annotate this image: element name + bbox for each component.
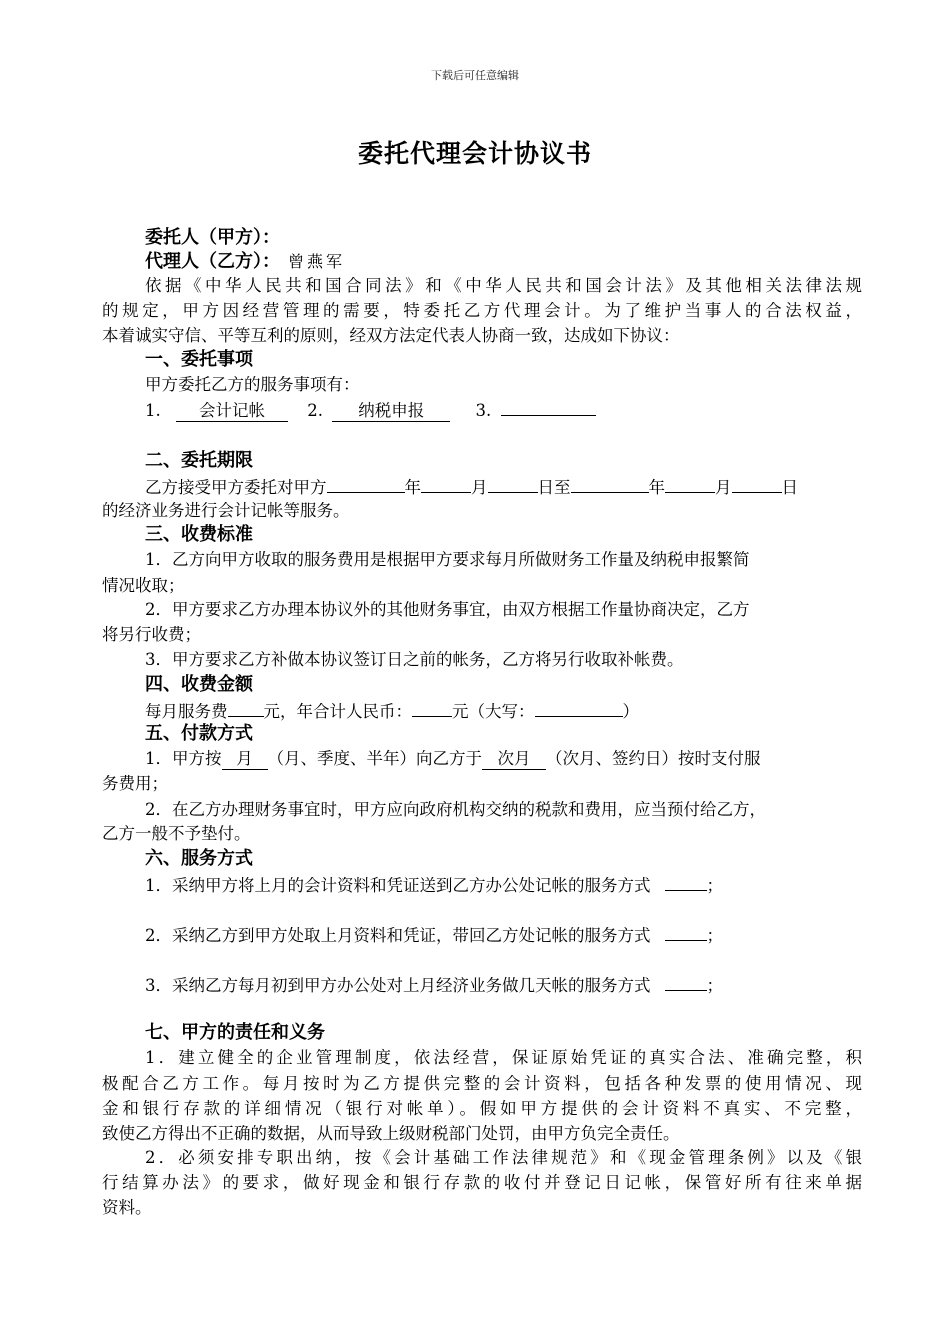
- section-3-heading: 三、收费标准: [145, 524, 253, 545]
- service-mode-2-end: ；: [706, 926, 723, 945]
- start-day-label: 日至: [537, 478, 571, 497]
- preamble-line-3: 本着诚实守信、平等互利的原则，经双方法定代表人协商一致，达成如下协议：: [102, 326, 680, 345]
- section-6-heading: 六、服务方式: [145, 848, 253, 869]
- monthly-fee-blank: [228, 698, 264, 717]
- term-line: [145, 474, 862, 500]
- service-mode-3-end: ；: [706, 976, 723, 995]
- annual-total-blank: [412, 698, 452, 717]
- section-1-intro: 甲方委托乙方的服务事项有：: [145, 375, 360, 394]
- fee-standard-line-5: 3．甲方要求乙方补做本协议签订日之前的帐务，乙方将另行收取补帐费。: [145, 650, 684, 669]
- service-item-3-value: [501, 415, 596, 416]
- annual-total-label: 元，年合计人民币：: [263, 702, 412, 721]
- end-year-label: 年: [648, 478, 665, 497]
- service-item-3-num: 3.: [475, 401, 492, 420]
- uppercase-close: ）: [622, 702, 639, 721]
- fee-standard-line-1: 1．乙方向甲方收取的服务费用是根据甲方要求每月所做财务工作量及纳税申报繁简: [145, 550, 750, 569]
- service-items-line: [145, 399, 862, 423]
- service-mode-1-blank: [665, 872, 707, 891]
- end-month-label: 月: [715, 478, 732, 497]
- section-5-heading: 五、付款方式: [145, 723, 253, 744]
- duty-line-2: 极配合乙方工作。每月按时为乙方提供完整的会计资料，包括各种发票的使用情况、现: [102, 1074, 862, 1093]
- service-mode-2-blank: [665, 922, 707, 941]
- agent-value: 曾燕军: [288, 252, 346, 271]
- payment-line-2-cont: 乙方一般不予垫付。: [102, 824, 251, 843]
- section-2-heading: 二、委托期限: [145, 450, 253, 471]
- page-title: 委托代理会计协议书: [357, 139, 592, 168]
- service-item-2-value: 纳税申报: [332, 401, 450, 422]
- end-day-label: 日: [781, 478, 798, 497]
- payment-date-value: 次月: [482, 749, 546, 770]
- payment-text-a: 1．甲方按: [145, 749, 222, 768]
- preamble-line-1: 依据《中华人民共和国合同法》和《中华人民共和国会计法》及其他相关法律法规: [145, 276, 862, 295]
- fee-standard-line-2: 情况收取；: [102, 576, 185, 595]
- uppercase-label: 元（大写：: [452, 702, 535, 721]
- service-mode-2: [145, 922, 862, 948]
- service-mode-1-text: 1．采纳甲方将上月的会计资料和凭证送到乙方办公处记帐的服务方式: [145, 876, 651, 895]
- duty-line-6: 行结算办法》的要求，做好现金和银行存款的收付并登记日记帐，保管好所有往来单据: [102, 1173, 862, 1192]
- service-mode-3: [145, 972, 862, 998]
- payment-period-value: 月: [222, 749, 268, 770]
- term-prefix: 乙方接受甲方委托对甲方: [145, 478, 327, 497]
- principal-line: [145, 226, 862, 250]
- service-mode-3-blank: [665, 972, 707, 991]
- section-1-heading: 一、委托事项: [145, 349, 253, 370]
- agent-label: 代理人（乙方）：: [145, 251, 280, 272]
- service-item-1-num: 1.: [145, 401, 161, 420]
- header-note: 下载后可任意编辑: [431, 69, 519, 82]
- end-year-blank: [571, 474, 649, 493]
- payment-text-b: （月、季度、半年）向乙方于: [267, 749, 482, 768]
- agent-line: [145, 250, 862, 274]
- preamble-line-2: 的规定，甲方因经营管理的需要，特委托乙方代理会计。为了维护当事人的合法权益，: [102, 301, 862, 320]
- service-item-1-value: 会计记帐: [176, 401, 288, 422]
- service-mode-1: [145, 872, 862, 898]
- term-line-2: 的经济业务进行会计记帐等服务。: [102, 501, 350, 520]
- payment-line-1-cont: 务费用；: [102, 774, 168, 793]
- fee-amount-line: [145, 698, 862, 724]
- duty-line-4: 致使乙方得出不正确的数据，从而导致上级财税部门处罚，由甲方负完全责任。: [102, 1124, 680, 1143]
- fee-standard-line-4: 将另行收费；: [102, 625, 201, 644]
- principal-label: 委托人（甲方）：: [145, 227, 280, 248]
- start-month-label: 月: [471, 478, 488, 497]
- duty-line-7: 资料。: [102, 1198, 152, 1217]
- uppercase-blank: [535, 698, 623, 717]
- service-mode-2-text: 2．采纳乙方到甲方处取上月资料和凭证，带回乙方处记帐的服务方式: [145, 926, 651, 945]
- start-day-blank: [488, 474, 538, 493]
- duty-line-1: 1．建立健全的企业管理制度，依法经营，保证原始凭证的真实合法、准确完整，积: [145, 1048, 862, 1067]
- duty-line-5: 2．必须安排专职出纳，按《会计基础工作法律规范》和《现金管理条例》以及《银: [145, 1148, 862, 1167]
- service-mode-3-text: 3．采纳乙方每月初到甲方办公处对上月经济业务做几天帐的服务方式: [145, 976, 651, 995]
- section-4-heading: 四、收费金额: [145, 674, 253, 695]
- service-item-2-num: 2.: [307, 401, 323, 420]
- start-year-label: 年: [404, 478, 421, 497]
- payment-text-c: （次月、签约日）按时支付服: [546, 749, 761, 768]
- service-mode-1-end: ；: [706, 876, 723, 895]
- payment-line-2: 2．在乙方办理财务事宜时，甲方应向政府机构交纳的税款和费用，应当预付给乙方，: [145, 800, 766, 819]
- fee-standard-line-3: 2．甲方要求乙方办理本协议外的其他财务事宜，由双方根据工作量协商决定，乙方: [145, 600, 750, 619]
- payment-line-1: [145, 747, 862, 771]
- end-month-blank: [665, 474, 715, 493]
- start-month-blank: [421, 474, 471, 493]
- end-day-blank: [732, 474, 782, 493]
- duty-line-3: 金和银行存款的详细情况（银行对帐单）。假如甲方提供的会计资料不真实、不完整，: [102, 1099, 862, 1118]
- section-7-heading: 七、甲方的责任和义务: [145, 1022, 325, 1043]
- start-year-blank: [327, 474, 405, 493]
- monthly-fee-label: 每月服务费: [145, 702, 228, 721]
